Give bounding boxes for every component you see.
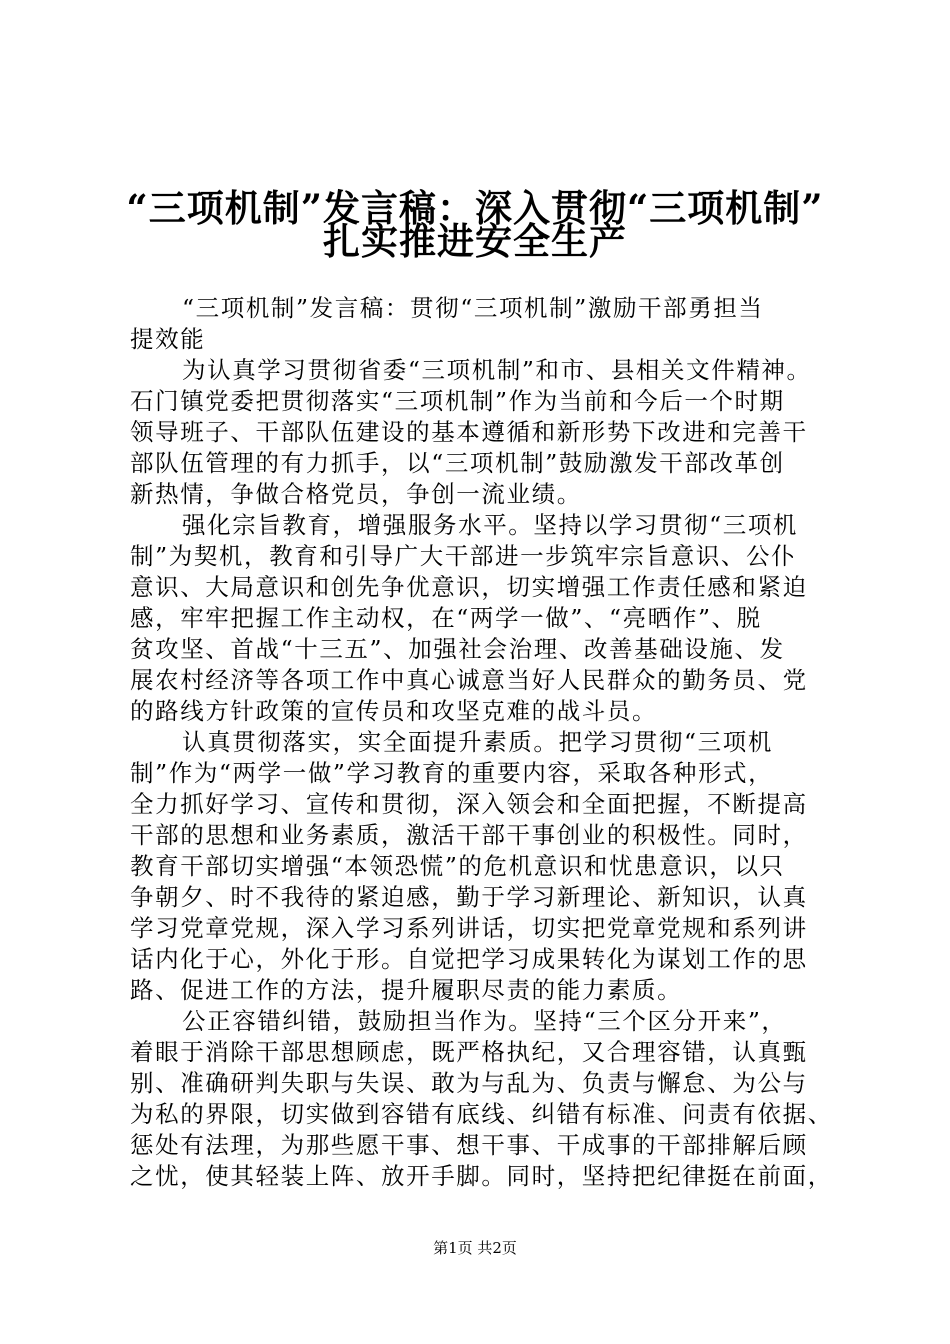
body-line: 提效能 [130,325,206,353]
body-line: 展农村经济等各项工作中真心诚意当好人民群众的勤务员、党 [130,666,808,694]
body-line: 领导班子、干部队伍建设的基本遵循和新形势下改进和完善干 [130,418,808,446]
body-line: 石门镇党委把贯彻落实“三项机制”作为当前和今后一个时期 [130,387,785,415]
body-line: 部队伍管理的有力抓手，以“三项机制”鼓励激发干部改革创 [130,449,785,477]
body-line: 别、准确研判失职与失误、敢为与乱为、负责与懈怠、为公与 [130,1069,808,1097]
body-line: 公正容错纠错，鼓励担当作为。坚持“三个区分开来”， [182,1007,787,1035]
body-line: 为认真学习贯彻省委“三项机制”和市、县相关文件精神。 [182,356,812,384]
body-line: 制”为契机，教育和引导广大干部进一步筑牢宗旨意识、公仆 [130,542,797,570]
body-line: 教育干部切实增强“本领恐慌”的危机意识和忧患意识，以只 [130,852,785,880]
document-body [130,293,850,1192]
body-line: 为私的界限，切实做到容错有底线、纠错有标准、问责有依据、 [130,1100,833,1128]
body-line: 的路线方针政策的宣传员和攻坚克难的战斗员。 [130,697,658,725]
body-line: 争朝夕、时不我待的紧迫感，勤于学习新理论、新知识，认真 [130,883,808,911]
page-number: 第1页 共2页 [433,1239,517,1257]
body-line: 干部的思想和业务素质，激活干部干事创业的积极性。同时， [130,821,808,849]
document-title-line-2: 扎实推进安全生产 [323,219,627,263]
body-line: 新热情，争做合格党员，争创一流业绩。 [130,480,582,508]
body-line: 认真贯彻落实，实全面提升素质。把学习贯彻“三项机 [182,728,773,756]
body-line: 贫攻坚、首战“十三五”、加强社会治理、改善基础设施、发 [130,635,785,663]
document-title-line-1: “三项机制”发言稿：深入贯彻“三项机制” [126,186,824,230]
body-line: 路、促进工作的方法，提升履职尽责的能力素质。 [130,976,683,1004]
body-line: 感，牢牢把握工作主动权，在“两学一做”、“亮晒作”、脱 [130,604,762,632]
body-line: 制”作为“两学一做”学习教育的重要内容，采取各种形式， [130,759,774,787]
body-line: 之忧，使其轻装上阵、放开手脚。同时，坚持把纪律挺在前面， [130,1162,833,1190]
body-line: “三项机制”发言稿：贯彻“三项机制”激励干部勇担当 [182,294,764,322]
body-line: 全力抓好学习、宣传和贯彻，深入领会和全面把握，不断提高 [130,790,808,818]
body-line: 意识、大局意识和创先争优意识，切实增强工作责任感和紧迫 [130,573,808,601]
body-line: 学习党章党规，深入学习系列讲话，切实把党章党规和系列讲 [130,914,808,942]
body-line: 着眼于消除干部思想顾虑，既严格执纪，又合理容错，认真甄 [130,1038,808,1066]
body-line: 惩处有法理，为那些愿干事、想干事、干成事的干部排解后顾 [130,1131,808,1159]
body-line: 话内化于心，外化于形。自觉把学习成果转化为谋划工作的思 [130,945,808,973]
body-line: 强化宗旨教育，增强服务水平。坚持以学习贯彻“三项机 [182,511,799,539]
